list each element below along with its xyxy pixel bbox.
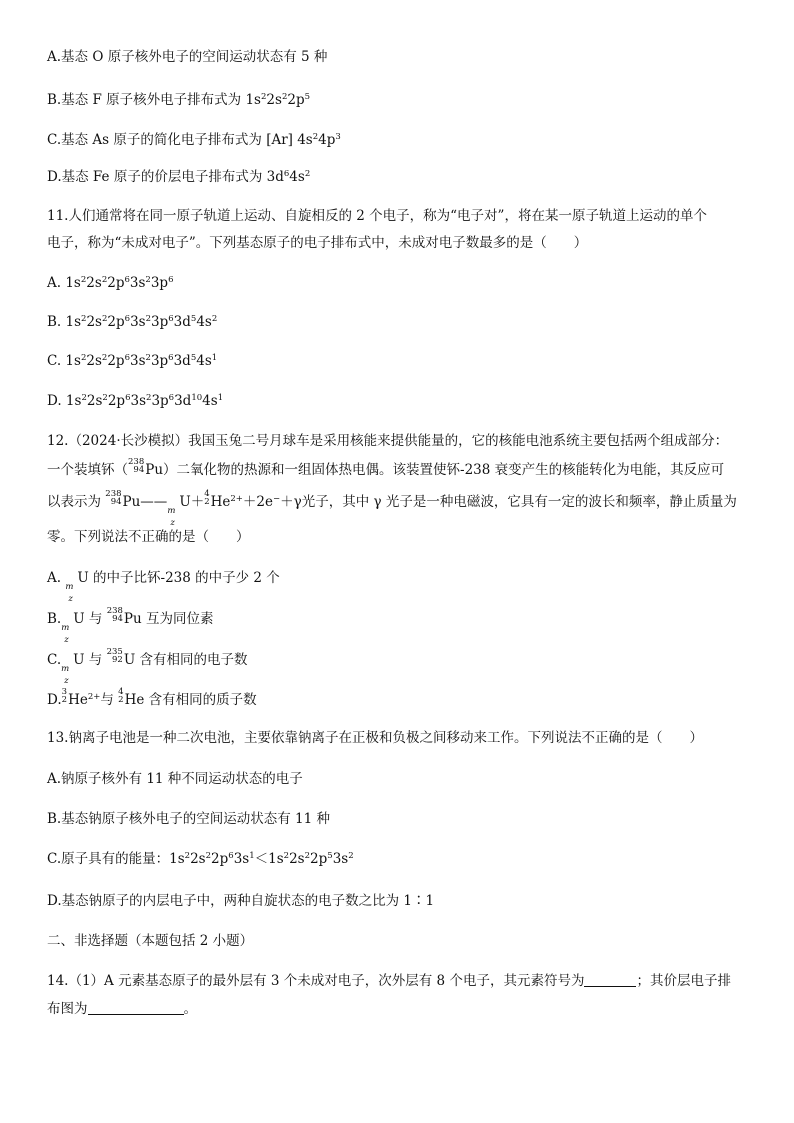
q10-option-a: A.基态 O 原子核外电子的空间运动状态有 5 种 — [47, 49, 328, 65]
q11-option-a: A. $1s^22s^22p^63s^23p^6$ — [47, 275, 174, 291]
q12-stem-line4: 零。下列说法不正确的是（ ） — [47, 529, 250, 545]
q11-option-d: D. $1s^22s^22p^63s^23p^63d^{10}4s^1$ — [47, 393, 224, 409]
q13-option-a: A.钠原子核外有 11 种不同运动状态的电子 — [47, 771, 303, 787]
q12-stem-line3: 以表示为 238 94 Pu—— m z U＋ 4 2 $He^{2+}+2e^-+\gamma$光子，其中 γ 光子是一种电磁波，它具有一定的波长和频率，静止质量为 — [47, 489, 737, 528]
answer-blank-orbital-diagram[interactable] — [88, 1000, 184, 1015]
q11-option-c: C. $1s^22s^22p^63s^23p^63d^54s^1$ — [47, 353, 218, 369]
q12-option-b: B. m z U 与 238 94 Pu 互为同位素 — [47, 606, 214, 645]
q10-option-b: B.基态 F 原子核外电子排布式为 $1s^22s^22p^5$ — [47, 92, 311, 108]
q12-option-a: A. m z U 的中子比钚-238 的中子少 2 个 — [47, 570, 280, 604]
q13-option-d: D.基态钠原子的内层电子中，两种自旋状态的电子数之比为 1∶1 — [47, 893, 435, 909]
q14-line1: 14.（1）A 元素基态原子的最外层有 3 个未成对电子，次外层有 8 个电子，其元素符号为 ；其价层电子排 — [47, 973, 731, 989]
q11-option-b: B. $1s^22s^22p^63s^23p^63d^54s^2$ — [47, 314, 218, 330]
q12-stem-line1: 12.（2024·长沙模拟）我国玉兔二号月球车是采用核能来提供能量的，它的核能电池系统主要包括两个组成部分： — [47, 433, 729, 449]
q12-option-c: C. m z U 与 235 92 U 含有相同的电子数 — [47, 647, 248, 686]
q13-stem: 13.钠离子电池是一种二次电池，主要依靠钠离子在正极和负极之间移动来工作。下列说法不正确的是（ ） — [47, 730, 703, 746]
q14-line2: 布图为 。 — [47, 1001, 197, 1017]
q10-option-d: D.基态 Fe 原子的价层电子排布式为 $3d^64s^2$ — [47, 169, 311, 185]
q13-option-c: C.原子具有的能量：$1s^22s^22p^63s^1<1s^22s^22p^53s^2$ — [47, 851, 354, 867]
q11-stem-line2: 电子，称为“未成对电子”。下列基态原子的电子排布式中，未成对电子数最多的是（ ） — [47, 235, 588, 251]
q11-stem-line1: 11.人们通常将在同一原子轨道上运动、自旋相反的 2 个电子，称为“电子对”，将在某一原子轨道上运动的单个 — [47, 208, 707, 224]
answer-blank-element-symbol[interactable] — [584, 972, 636, 987]
q10-option-c: C.基态 As 原子的简化电子排布式为 [Ar] $4s^24p^3$ — [47, 132, 341, 148]
q13-option-b: B.基态钠原子核外电子的空间运动状态有 11 种 — [47, 811, 330, 827]
section-heading: 二、非选择题（本题包括 2 小题） — [47, 933, 254, 949]
q12-option-d: D. 3 2 $He^{2+}$与 4 2 He 含有相同的质子数 — [47, 687, 257, 708]
q12-stem-line2: 一个装填钚（ 238 94 Pu）二氧化物的热源和一组固体热电偶。该装置使钚-238 衰变产生的核能转化为电能，其反应可 — [47, 457, 725, 478]
